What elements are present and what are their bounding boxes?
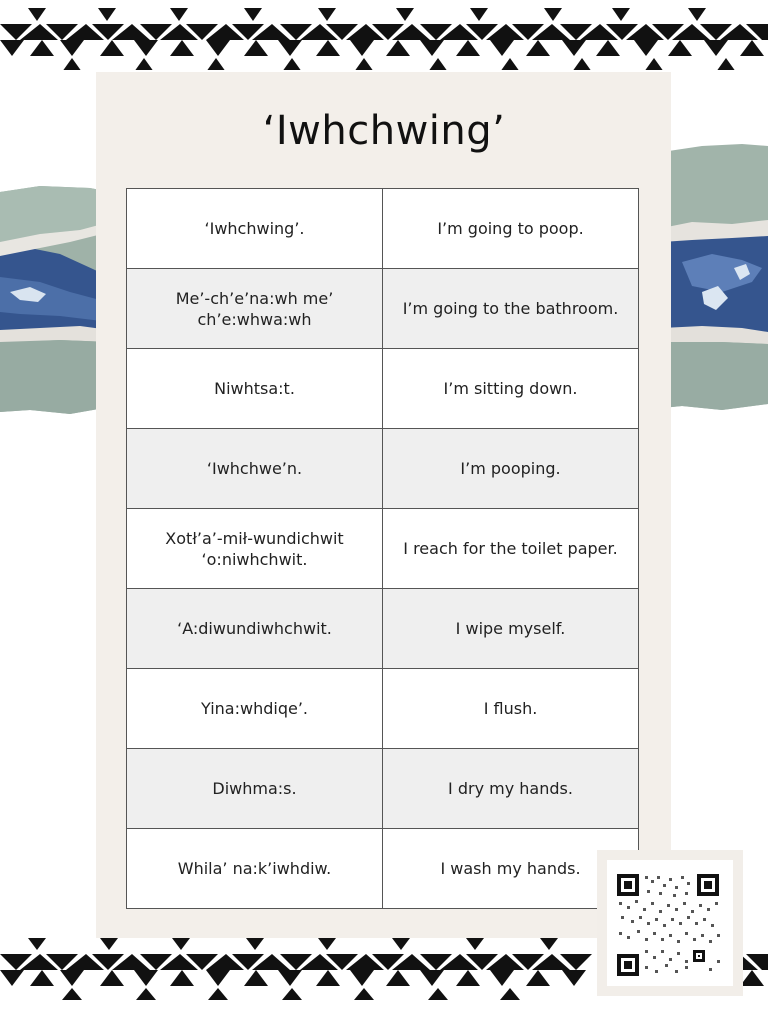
english-translation-cell: I wash my hands. (383, 829, 639, 909)
table-row (127, 269, 639, 349)
qr-code-stamp[interactable] (597, 850, 743, 996)
english-translation-cell: I’m going to the bathroom. (383, 269, 639, 349)
english-translation-cell: I wipe myself. (383, 589, 639, 669)
table-row (127, 749, 639, 829)
yurok-phrase-cell: ‘A:diwundiwhchwit. (127, 589, 383, 669)
yurok-phrase-cell: Yina:whdiqe’. (127, 669, 383, 749)
yurok-phrase-cell: ‘Iwhchwing’. (127, 189, 383, 269)
phrase-table (126, 188, 639, 909)
english-translation-cell: I dry my hands. (383, 749, 639, 829)
torn-paper-collage-right (662, 142, 768, 414)
yurok-phrase-cell: ‘Iwhchwe’n. (127, 429, 383, 509)
torn-paper-right-graphic (662, 142, 768, 414)
yurok-phrase-cell: Me’-ch’e’na:wh me’ ch’e:whwa:wh (127, 269, 383, 349)
table-row (127, 189, 639, 269)
english-translation-cell: I’m sitting down. (383, 349, 639, 429)
table-row (127, 829, 639, 909)
table-row (127, 429, 639, 509)
page-title: ‘Iwhchwing’ (262, 108, 506, 154)
english-translation-cell: I’m going to poop. (383, 189, 639, 269)
table-row (127, 589, 639, 669)
torn-paper-left-graphic (0, 182, 110, 417)
triangle-pattern-top (0, 0, 768, 70)
english-translation-cell: I’m pooping. (383, 429, 639, 509)
table-row (127, 669, 639, 749)
top-triangle-border (0, 0, 768, 70)
english-translation-cell: I flush. (383, 669, 639, 749)
english-translation-cell: I reach for the toilet paper. (383, 509, 639, 589)
yurok-phrase-cell: Whila’ na:k’iwhdiw. (127, 829, 383, 909)
yurok-phrase-cell: Xotł’a’-mił-wundichwit ‘o:niwhchwit. (127, 509, 383, 589)
yurok-phrase-cell: Diwhma:s. (127, 749, 383, 829)
torn-paper-collage-left (0, 182, 110, 417)
table-row (127, 509, 639, 589)
qr-code-icon (597, 850, 743, 996)
yurok-phrase-cell: Niwhtsa:t. (127, 349, 383, 429)
table-row (127, 349, 639, 429)
